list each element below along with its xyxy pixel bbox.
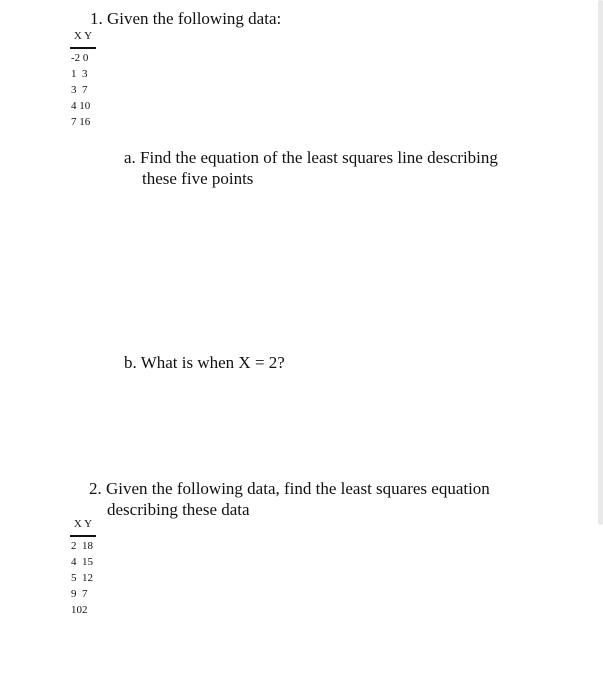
vertical-scrollbar[interactable] bbox=[598, 0, 603, 525]
table-row: 4 15 bbox=[71, 556, 93, 568]
table-row: 3 7 bbox=[71, 84, 88, 96]
table-row: 2 18 bbox=[71, 540, 93, 552]
table-row: 4 10 bbox=[71, 100, 91, 112]
question-1-part-b: b. What is when X = 2? bbox=[124, 353, 285, 372]
question-2-line-1: 2. Given the following data, find the least squares equation bbox=[89, 479, 490, 498]
table-header: X Y bbox=[73, 30, 93, 42]
question-2-data-table bbox=[70, 516, 96, 618]
table-header-rule bbox=[70, 535, 96, 537]
table-header: X Y bbox=[73, 518, 93, 530]
table-row: 5 12 bbox=[71, 572, 93, 584]
table-row: 9 7 bbox=[71, 588, 88, 600]
table-row: -2 0 bbox=[71, 52, 89, 64]
question-1-part-a bbox=[124, 147, 498, 189]
question-1-title: 1. Given the following data: bbox=[90, 9, 282, 28]
question-2-text bbox=[89, 478, 490, 520]
part-a-line-2: these five points bbox=[142, 169, 254, 188]
question-1-data-table bbox=[70, 28, 96, 130]
part-a-line-1: a. Find the equation of the least squares line describing bbox=[124, 148, 498, 167]
table-row: 7 16 bbox=[71, 116, 91, 128]
table-row: 102 bbox=[71, 604, 88, 616]
table-header-rule bbox=[70, 47, 96, 49]
question-2-line-2: describing these data bbox=[107, 500, 250, 519]
table-row: 1 3 bbox=[71, 68, 88, 80]
